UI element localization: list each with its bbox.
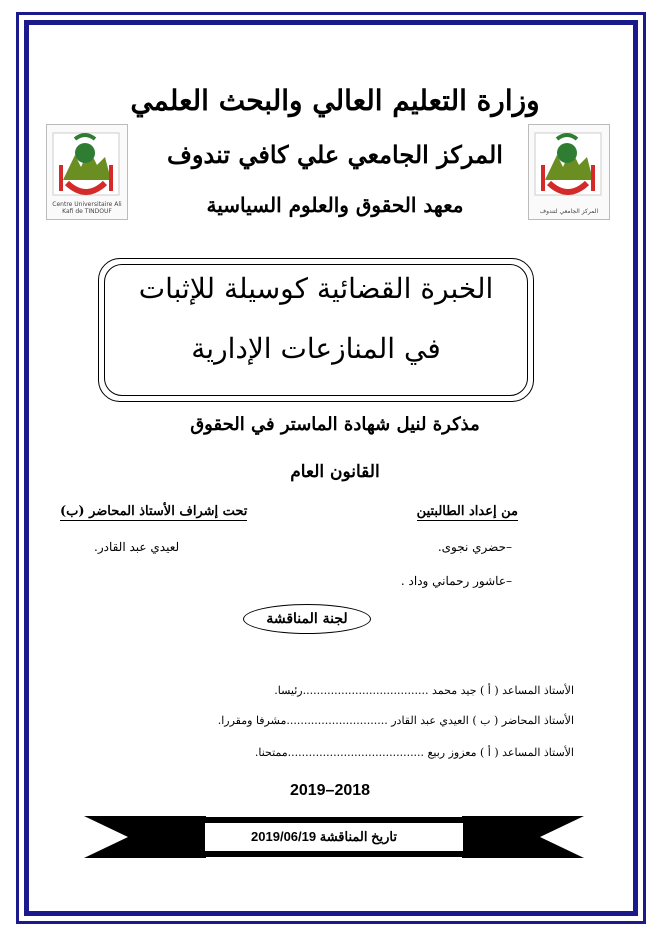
logo-caption: Centre Universitaire Ali Kafi de TINDOUF bbox=[52, 201, 122, 215]
committee-member-president: الأستاذ المساعد ( أ ) جيد محمد ....................................رئيسا. bbox=[274, 684, 574, 697]
logo-emblem-icon bbox=[46, 125, 127, 205]
supervisor-label: تحت إشراف الأستاذ المحاضر (ب) bbox=[60, 504, 248, 519]
committee-member-examiner: الأستاذ المساعد ( أ ) معزوز ربيع .......................................ممتحنا. bbox=[254, 746, 574, 759]
university-logo-left bbox=[46, 124, 128, 220]
authors-label: من إعداد الطالبتين bbox=[416, 504, 518, 519]
ministry-name: وزارة التعليم العالي والبحث العلمي bbox=[130, 84, 540, 117]
thesis-title-line2: في المنازعات الإدارية bbox=[191, 332, 441, 365]
student-name-2: –عاشور رحماني وداد . bbox=[400, 574, 512, 588]
committee-member-supervisor: الأستاذ المحاضر ( ب ) العيدي عبد القادر .............................مشرفا ومقررا. bbox=[217, 714, 574, 727]
university-center-name: المركز الجامعي علي كافي تندوف bbox=[167, 140, 503, 169]
thesis-title-line1: الخبرة القضائية كوسيلة للإثبات bbox=[138, 272, 494, 305]
committee-label: لجنة المناقشة bbox=[243, 604, 371, 634]
student-name-1: –حضري نجوى. bbox=[437, 540, 512, 554]
supervisor-name: لعيدي عبد القادر. bbox=[94, 540, 180, 554]
specialty: القانون العام bbox=[290, 462, 380, 482]
degree-statement: مذكرة لنيل شهادة الماستر في الحقوق bbox=[190, 414, 480, 435]
defense-date: تاريخ المناقشة 2019/06/19 bbox=[251, 829, 397, 844]
logo-caption: المركز الجامعي لتندوف bbox=[539, 208, 599, 215]
logo-emblem-icon bbox=[528, 125, 609, 205]
university-logo-right bbox=[528, 124, 610, 220]
institute-name: معهد الحقوق والعلوم السياسية bbox=[206, 193, 464, 217]
academic-year: 2019–2018 bbox=[289, 782, 371, 799]
